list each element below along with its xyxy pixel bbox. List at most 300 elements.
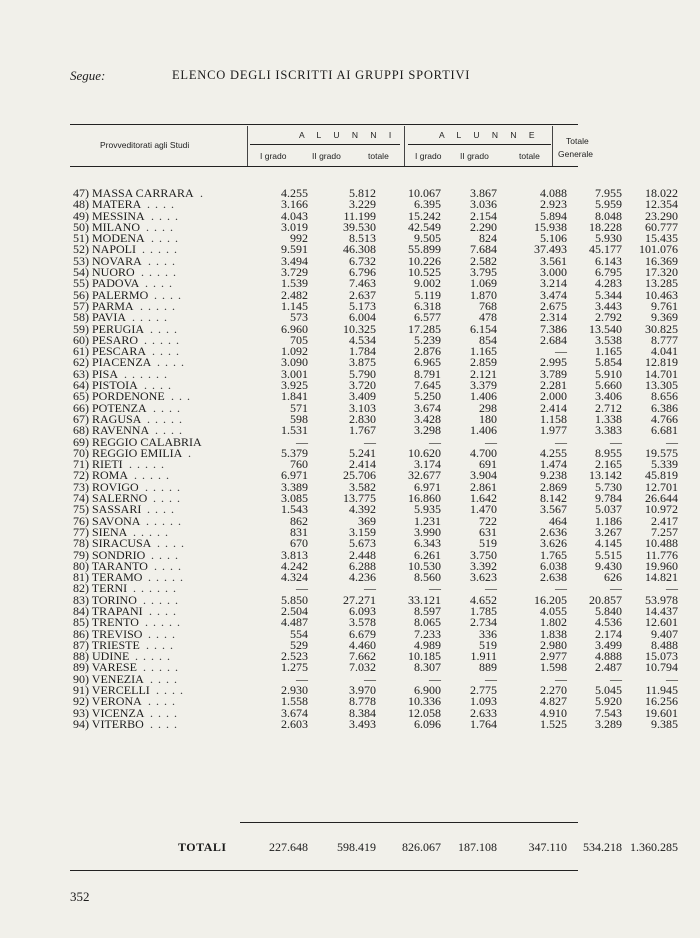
alunne-i-grado-cell: 7.684 — [470, 242, 497, 257]
alunne-ii-grado-cell: 3.561 — [540, 253, 567, 268]
totale-generale-cell: 10.463 — [645, 287, 678, 302]
alunni-i-grado-cell: 9.591 — [281, 242, 308, 257]
totale-generale-cell: 14.437 — [645, 603, 678, 618]
alunni-totale-cell: 1.231 — [414, 513, 441, 528]
table-row — [70, 716, 678, 731]
leader-dots: . . . . — [149, 603, 177, 618]
leader-dots: . . . . — [147, 197, 175, 212]
alunni-ii-grado-cell: — — [364, 581, 376, 596]
provveditorato-name: 93) VICENZA — [73, 705, 145, 720]
alunni-i-grado-cell: 831 — [290, 524, 308, 539]
alunne-ii-grado-cell: — — [555, 434, 567, 449]
provveditorati-header: Provveditorati agli Studi — [100, 140, 190, 150]
alunni-totale-cell: 9.505 — [414, 231, 441, 246]
alunni-totale-cell: 5.119 — [414, 287, 441, 302]
alunni-ii-grado-cell: 46.308 — [343, 242, 376, 257]
alunni-totale-cell: 6.577 — [414, 310, 441, 325]
alunne-totale-cell: 3.383 — [595, 423, 622, 438]
alunne-i-grado-cell: 4.700 — [470, 445, 497, 460]
totale-generale-cell: 14.821 — [645, 570, 678, 585]
alunne-totale-cell: 1.338 — [595, 411, 622, 426]
totals-label: TOTALI — [178, 840, 227, 854]
alunne-totale-cell: 5.840 — [595, 603, 622, 618]
leader-dots: . . . . — [154, 287, 182, 302]
alunne-ii-grado-cell: 2.281 — [540, 378, 567, 393]
alunne-i-grado-cell: 1.764 — [470, 716, 497, 731]
alunni-ii-grado-cell: 2.637 — [349, 287, 376, 302]
alunne-totale-cell: 2.487 — [595, 660, 622, 675]
alunne-totale-cell: 8.048 — [595, 208, 622, 223]
alunni-totale-cell: 5.239 — [414, 332, 441, 347]
page-title: ELENCO DEGLI ISCRITTI AI GRUPPI SPORTIVI — [172, 68, 471, 82]
alunne-totale-cell: 5.920 — [595, 694, 622, 709]
alunne-i-grado-cell: 1.642 — [470, 491, 497, 506]
totale-generale-cell: 15.073 — [645, 649, 678, 664]
alunne-totale-cell: 20.857 — [589, 592, 622, 607]
totale-generale-cell: 19.960 — [645, 558, 678, 573]
alunni-totale-cell: 10.530 — [408, 558, 441, 573]
alunni-totale-cell: 5.935 — [414, 502, 441, 517]
alunne-i-grado-header: I grado — [415, 151, 442, 161]
totals-alunne-totale: 534.218 — [583, 840, 622, 854]
leader-dots: . . . . — [148, 626, 176, 641]
totale-generale-cell: 9.407 — [651, 626, 678, 641]
alunne-totale-cell: 7.543 — [595, 705, 622, 720]
alunni-i-grado-cell: 1.145 — [281, 298, 308, 313]
alunne-ii-grado-cell: 2.923 — [540, 197, 567, 212]
alunni-totale-cell: 10.067 — [408, 186, 441, 200]
leader-dots: . . . . — [148, 694, 176, 709]
provveditorato-name: 72) ROMA — [73, 468, 129, 483]
alunne-ii-grado-cell: 7.386 — [540, 321, 567, 336]
alunne-totale-cell: 5.660 — [595, 378, 622, 393]
alunni-i-grado-cell: 3.813 — [281, 547, 308, 562]
provveditorato-name: 86) TREVISO — [73, 626, 143, 641]
alunni-totale-cell: — — [429, 671, 441, 686]
alunni-i-grado-cell: 705 — [290, 332, 308, 347]
alunne-totale-cell: — — [610, 581, 622, 596]
provveditorato-name: 57) PARMA — [73, 298, 134, 313]
totale-generale-cell: 10.794 — [645, 660, 678, 675]
alunne-i-grado-cell: 3.750 — [470, 547, 497, 562]
alunne-ii-grado-cell: 9.238 — [540, 468, 567, 483]
totale-generale-cell: 5.339 — [651, 457, 678, 472]
alunni-i-grado-cell: 862 — [290, 513, 308, 528]
totale-generale-cell: 11.945 — [645, 683, 678, 698]
alunni-totale-cell: 42.549 — [408, 219, 441, 234]
alunni-i-grado-cell: 4.324 — [281, 570, 308, 585]
provveditorato-name: 58) PAVIA — [73, 310, 127, 325]
alunni-totale-cell: 8.560 — [414, 570, 441, 585]
alunne-i-grado-cell: 3.867 — [470, 186, 497, 200]
alunni-totale-cell: 8.307 — [414, 660, 441, 675]
alunni-i-grado-cell: 3.001 — [281, 366, 308, 381]
totale-generale-cell: 101.076 — [639, 242, 678, 257]
alunne-ii-grado-cell: 2.270 — [540, 683, 567, 698]
alunni-totale-cell: 6.343 — [414, 536, 441, 551]
alunne-ii-grado-cell: 1.838 — [540, 626, 567, 641]
alunne-totale-cell: 45.177 — [589, 242, 622, 257]
alunne-ii-grado-cell: 3.567 — [540, 502, 567, 517]
totale-generale-cell: — — [666, 671, 678, 686]
alunne-ii-grado-cell: 1.525 — [540, 716, 567, 731]
alunne-i-grado-cell: 4.652 — [470, 592, 497, 607]
alunni-totale-cell: 4.989 — [414, 637, 441, 652]
totals-alunne-i-grado: 187.108 — [458, 840, 497, 854]
alunni-ii-grado-cell: 3.493 — [349, 716, 376, 731]
provveditorato-name: 91) VERCELLI — [73, 683, 150, 698]
alunni-totale-cell: 10.185 — [408, 649, 441, 664]
totale-generale-cell: 9.385 — [651, 716, 678, 731]
alunni-ii-grado-cell: 3.582 — [349, 479, 376, 494]
alunni-i-grado-cell: 3.019 — [281, 219, 308, 234]
alunne-ii-grado-cell: 4.910 — [540, 705, 567, 720]
alunne-ii-grado-cell: 2.977 — [540, 649, 567, 664]
alunni-totale-cell: 6.096 — [414, 716, 441, 731]
alunne-totale-cell: 4.536 — [595, 615, 622, 630]
alunne-i-grado-cell: — — [485, 671, 497, 686]
alunne-totale-cell: 5.037 — [595, 502, 622, 517]
alunne-i-grado-cell: 519 — [479, 637, 497, 652]
alunne-i-grado-cell: 180 — [479, 411, 497, 426]
alunne-totale-header: totale — [519, 151, 540, 161]
alunne-totale-cell: 8.955 — [595, 445, 622, 460]
leader-dots: . . . . — [153, 491, 181, 506]
totale-generale-cell: 11.776 — [645, 547, 678, 562]
leader-dots: . . . . . — [145, 479, 181, 494]
alunni-ii-grado-cell: 3.229 — [349, 197, 376, 212]
totale-generale-cell: 18.022 — [645, 186, 678, 200]
leader-dots: . — [200, 186, 204, 200]
alunni-i-grado-cell: 3.674 — [281, 705, 308, 720]
alunne-totale-cell: 5.045 — [595, 683, 622, 698]
leader-dots: . . . . — [151, 208, 179, 223]
alunni-ii-grado-cell: 6.732 — [349, 253, 376, 268]
alunni-ii-grado-cell: 3.103 — [349, 400, 376, 415]
totals-alunne-ii-grado: 347.110 — [528, 840, 567, 854]
totale-generale-cell: 12.601 — [645, 615, 678, 630]
alunne-totale-cell: 9.784 — [595, 491, 622, 506]
alunne-i-grado-cell: 3.392 — [470, 558, 497, 573]
totale-generale-cell: 13.305 — [645, 378, 678, 393]
provveditorato-name: 75) SASSARI — [73, 502, 142, 517]
alunni-ii-grado-cell: 5.812 — [349, 186, 376, 200]
alunni-ii-grado-cell: 7.662 — [349, 649, 376, 664]
provveditorato-name: 88) UDINE — [73, 649, 130, 664]
provveditorato-name: 80) TARANTO — [73, 558, 148, 573]
alunni-totale-cell: 6.318 — [414, 298, 441, 313]
alunne-i-grado-cell: 1.069 — [470, 276, 497, 291]
alunne-totale-cell: 2.712 — [595, 400, 622, 415]
totals-alunni-ii-grado: 598.419 — [337, 840, 376, 854]
alunne-ii-grado-cell: 16.205 — [534, 592, 567, 607]
alunni-totale-cell: 3.674 — [414, 400, 441, 415]
alunne-i-grado-cell: 1.165 — [470, 344, 497, 359]
alunni-totale-cell: 7.645 — [414, 378, 441, 393]
alunne-totale-cell: 4.888 — [595, 649, 622, 664]
alunne-ii-grado-cell: 2.869 — [540, 479, 567, 494]
alunne-ii-grado-cell: 464 — [549, 513, 567, 528]
provveditorato-name: 47) MASSA CARRARA — [73, 186, 194, 200]
alunne-totale-cell: 6.795 — [595, 265, 622, 280]
alunne-ii-grado-cell: 15.938 — [534, 219, 567, 234]
totale-generale-header: Totale — [566, 136, 589, 146]
provveditorato-name: 92) VERONA — [73, 694, 142, 709]
alunni-i-grado-cell: 1.531 — [281, 423, 308, 438]
totale-generale-cell: 9.369 — [651, 310, 678, 325]
alunni-totale-cell: 3.174 — [414, 457, 441, 472]
alunni-ii-grado-cell: 6.004 — [349, 310, 376, 325]
alunni-totale-cell: 3.990 — [414, 524, 441, 539]
leader-dots: . . . . . — [141, 265, 177, 280]
alunne-i-grado-cell: 824 — [479, 231, 497, 246]
alunni-totale-cell: 3.298 — [414, 423, 441, 438]
alunni-i-grado-cell: 573 — [290, 310, 308, 325]
leader-dots: . . . . — [148, 253, 176, 268]
provveditorato-name: 52) NAPOLI — [73, 242, 136, 257]
table-body — [70, 186, 678, 731]
alunne-ii-grado-cell: 1.802 — [540, 615, 567, 630]
alunne-ii-grado-cell: 37.493 — [534, 242, 567, 257]
totale-generale-cell: 60.777 — [645, 219, 678, 234]
alunne-i-grado-cell: 1.093 — [470, 694, 497, 709]
alunne-ii-grado-cell: 2.980 — [540, 637, 567, 652]
alunne-ii-grado-cell: 3.214 — [540, 276, 567, 291]
alunni-i-grado-cell: 4.043 — [281, 208, 308, 223]
alunni-totale-cell: 3.428 — [414, 411, 441, 426]
provveditorato-name: 60) PESARO — [73, 332, 139, 347]
totale-generale-cell: 4.041 — [651, 344, 678, 359]
alunni-totale-cell: 17.285 — [408, 321, 441, 336]
leader-dots: . . . . — [151, 547, 179, 562]
alunni-i-grado-cell: 3.389 — [281, 479, 308, 494]
leader-dots: . . . . — [151, 231, 179, 246]
continuation-label: Segue: — [70, 68, 106, 83]
alunni-totale-cell: 10.620 — [408, 445, 441, 460]
leader-dots: . . . — [171, 389, 191, 404]
provveditorato-name: 66) POTENZA — [73, 400, 147, 415]
alunne-ii-grado-cell: 3.789 — [540, 366, 567, 381]
alunne-i-grado-cell: 691 — [479, 457, 497, 472]
provveditorato-name: 55) PADOVA — [73, 276, 140, 291]
alunni-totale-cell: 7.233 — [414, 626, 441, 641]
provveditorato-name: 51) MODENA — [73, 231, 145, 246]
leader-dots: . . . . . — [148, 570, 184, 585]
totale-generale-cell: 8.488 — [651, 637, 678, 652]
alunne-totale-cell: 7.955 — [595, 186, 622, 200]
header-divider — [404, 126, 405, 166]
alunne-ii-grado-cell: 5.894 — [540, 208, 567, 223]
provveditorato-name: 77) SIENA — [73, 524, 128, 539]
alunni-totale-cell: 8.065 — [414, 615, 441, 630]
alunne-ii-grado-cell: 1.158 — [540, 411, 567, 426]
alunni-i-grado-cell: 1.539 — [281, 276, 308, 291]
alunne-ii-grado-cell: 2.414 — [540, 400, 567, 415]
alunni-group-rule — [250, 144, 400, 145]
alunni-ii-grado-cell: 6.093 — [349, 603, 376, 618]
alunne-totale-cell: 1.186 — [595, 513, 622, 528]
provveditorato-name: 65) PORDENONE — [73, 389, 165, 404]
alunne-ii-grado-cell: 1.977 — [540, 423, 567, 438]
totale-generale-cell: 16.369 — [645, 253, 678, 268]
totale-generale-cell: 12.354 — [645, 197, 678, 212]
alunni-i-grado-cell: 598 — [290, 411, 308, 426]
leader-dots: . . . . — [153, 400, 181, 415]
totale-generale-cell: 19.575 — [645, 445, 678, 460]
alunni-totale-cell: 8.597 — [414, 603, 441, 618]
alunni-i-grado-cell: 4.255 — [281, 186, 308, 200]
provveditorato-name: 76) SAVONA — [73, 513, 141, 528]
alunni-ii-grado-cell: 1.784 — [349, 344, 376, 359]
leader-dots: . . . . — [146, 637, 174, 652]
leader-dots: . . . . — [150, 716, 178, 731]
alunne-i-grado-cell: 2.290 — [470, 219, 497, 234]
totale-generale-cell: — — [666, 434, 678, 449]
alunni-ii-grado-cell: 6.796 — [349, 265, 376, 280]
alunni-i-grado-cell: 529 — [290, 637, 308, 652]
alunni-ii-grado-cell: 4.534 — [349, 332, 376, 347]
leader-dots: . — [188, 445, 192, 460]
table-top-rule — [70, 124, 578, 125]
alunne-ii-grado-header: II grado — [460, 151, 489, 161]
alunne-ii-grado-cell: 4.827 — [540, 694, 567, 709]
alunne-i-grado-cell: 2.861 — [470, 479, 497, 494]
totale-generale-cell: 8.777 — [651, 332, 678, 347]
provveditorato-name: 63) PISA — [73, 366, 119, 381]
alunne-i-grado-cell: 3.036 — [470, 197, 497, 212]
alunne-totale-cell: 1.165 — [595, 344, 622, 359]
alunni-ii-grado-header: II grado — [312, 151, 341, 161]
provveditorato-name: 79) SONDRIO — [73, 547, 146, 562]
alunne-ii-grado-cell: 4.055 — [540, 603, 567, 618]
alunni-totale-cell: 10.336 — [408, 694, 441, 709]
alunni-ii-grado-cell: 8.513 — [349, 231, 376, 246]
alunne-ii-grado-cell: 2.000 — [540, 389, 567, 404]
totale-generale-cell: 23.290 — [645, 208, 678, 223]
alunne-totale-cell: 3.499 — [595, 637, 622, 652]
alunni-i-grado-cell: 2.504 — [281, 603, 308, 618]
alunni-totale-cell: 32.677 — [408, 468, 441, 483]
provveditorato-name: 56) PALERMO — [73, 287, 149, 302]
alunne-totale-cell: 3.538 — [595, 332, 622, 347]
alunni-i-grado-cell: 2.603 — [281, 716, 308, 731]
totale-generale-cell: 10.488 — [645, 536, 678, 551]
leader-dots: . . . . — [155, 423, 183, 438]
totale-generale-cell: 10.972 — [645, 502, 678, 517]
alunni-i-grado-cell: 4.487 — [281, 615, 308, 630]
alunne-i-grado-cell: 722 — [479, 513, 497, 528]
totals-row — [70, 840, 678, 854]
alunni-totale-cell: 12.058 — [408, 705, 441, 720]
alunne-totale-cell: 3.267 — [595, 524, 622, 539]
totale-generale-cell: 19.601 — [645, 705, 678, 720]
alunne-i-grado-cell: 1.911 — [470, 649, 497, 664]
alunni-i-grado-cell: 992 — [290, 231, 308, 246]
provveditorato-name: 68) RAVENNA — [73, 423, 150, 438]
alunni-totale-cell: — — [429, 581, 441, 596]
alunni-totale-cell: 9.002 — [414, 276, 441, 291]
provveditorato-name: 73) ROVIGO — [73, 479, 139, 494]
totale-generale-cell: 16.256 — [645, 694, 678, 709]
alunne-ii-grado-cell: 6.038 — [540, 558, 567, 573]
alunne-i-grado-cell: — — [485, 434, 497, 449]
alunni-ii-grado-cell: 3.159 — [349, 524, 376, 539]
alunni-ii-grado-cell: 3.875 — [349, 355, 376, 370]
alunni-totale-cell: 6.965 — [414, 355, 441, 370]
alunne-ii-grado-cell: 1.598 — [540, 660, 567, 675]
totale-generale-cell: 53.978 — [645, 592, 678, 607]
alunne-ii-grado-cell: — — [555, 671, 567, 686]
alunne-i-grado-cell: 3.623 — [470, 570, 497, 585]
leader-dots: . . . . — [150, 321, 178, 336]
leader-dots: . . . . — [157, 355, 185, 370]
alunne-ii-grado-cell: — — [555, 344, 567, 359]
provveditorato-name: 85) TRENTO — [73, 615, 139, 630]
alunni-i-grado-cell: 3.166 — [281, 197, 308, 212]
alunni-i-grado-cell: 1.841 — [281, 389, 308, 404]
provveditorato-name: 67) RAGUSA — [73, 411, 142, 426]
leader-dots: . . . . . — [147, 411, 183, 426]
alunne-i-grado-cell: 2.775 — [470, 683, 497, 698]
alunne-i-grado-cell: 3.795 — [470, 265, 497, 280]
alunni-totale-cell: — — [429, 434, 441, 449]
provveditorato-name: 54) NUORO — [73, 265, 135, 280]
totale-generale-cell: 12.701 — [645, 479, 678, 494]
provveditorato-name: 53) NOVARA — [73, 253, 142, 268]
alunni-i-grado-cell: 5.850 — [281, 592, 308, 607]
alunne-i-grado-cell: 6.154 — [470, 321, 497, 336]
alunni-ii-grado-cell: 25.706 — [343, 468, 376, 483]
alunni-ii-grado-cell: 3.409 — [349, 389, 376, 404]
alunne-totale-cell: 4.145 — [595, 536, 622, 551]
alunni-ii-grado-cell: 6.679 — [349, 626, 376, 641]
alunni-ii-grado-cell: 6.288 — [349, 558, 376, 573]
header-divider — [552, 126, 553, 166]
alunni-ii-grado-cell: 3.578 — [349, 615, 376, 630]
provveditorato-name: 90) VENEZIA — [73, 671, 144, 686]
alunni-i-grado-cell: 3.925 — [281, 378, 308, 393]
alunne-totale-cell: 5.910 — [595, 366, 622, 381]
alunne-totale-cell: 3.443 — [595, 298, 622, 313]
leader-dots: . . . . . — [140, 298, 176, 313]
alunni-totale-cell: 5.250 — [414, 389, 441, 404]
totale-generale-cell: 14.701 — [645, 366, 678, 381]
alunni-totale-cell: 15.242 — [408, 208, 441, 223]
alunne-ii-grado-cell: 1.474 — [540, 457, 567, 472]
alunni-i-grado-cell: 2.523 — [281, 649, 308, 664]
alunne-i-grado-cell: 1.406 — [470, 423, 497, 438]
alunne-ii-grado-cell: 2.675 — [540, 298, 567, 313]
alunne-totale-cell: — — [610, 671, 622, 686]
alunni-i-grado-cell: 1.092 — [281, 344, 308, 359]
alunni-ii-grado-cell: 8.778 — [349, 694, 376, 709]
alunni-totale-cell: 2.876 — [414, 344, 441, 359]
totals-alunni-totale: 826.067 — [402, 840, 441, 854]
provveditorato-name: 70) REGGIO EMILIA — [73, 445, 183, 460]
alunni-ii-grado-cell: 27.271 — [343, 592, 376, 607]
alunni-ii-grado-cell: 2.448 — [349, 547, 376, 562]
alunni-i-grado-cell: 3.085 — [281, 491, 308, 506]
alunne-i-grado-cell: 2.154 — [470, 208, 497, 223]
alunni-totale-cell: 6.900 — [414, 683, 441, 698]
totale-generale-cell: 9.761 — [651, 298, 678, 313]
alunni-ii-grado-cell: 1.767 — [349, 423, 376, 438]
alunni-ii-grado-cell: 3.970 — [349, 683, 376, 698]
alunni-i-grado-cell: 760 — [290, 457, 308, 472]
alunne-i-grado-cell: 2.633 — [470, 705, 497, 720]
totale-generale-cell: 8.656 — [651, 389, 678, 404]
totale-generale-header: Generale — [558, 149, 593, 159]
